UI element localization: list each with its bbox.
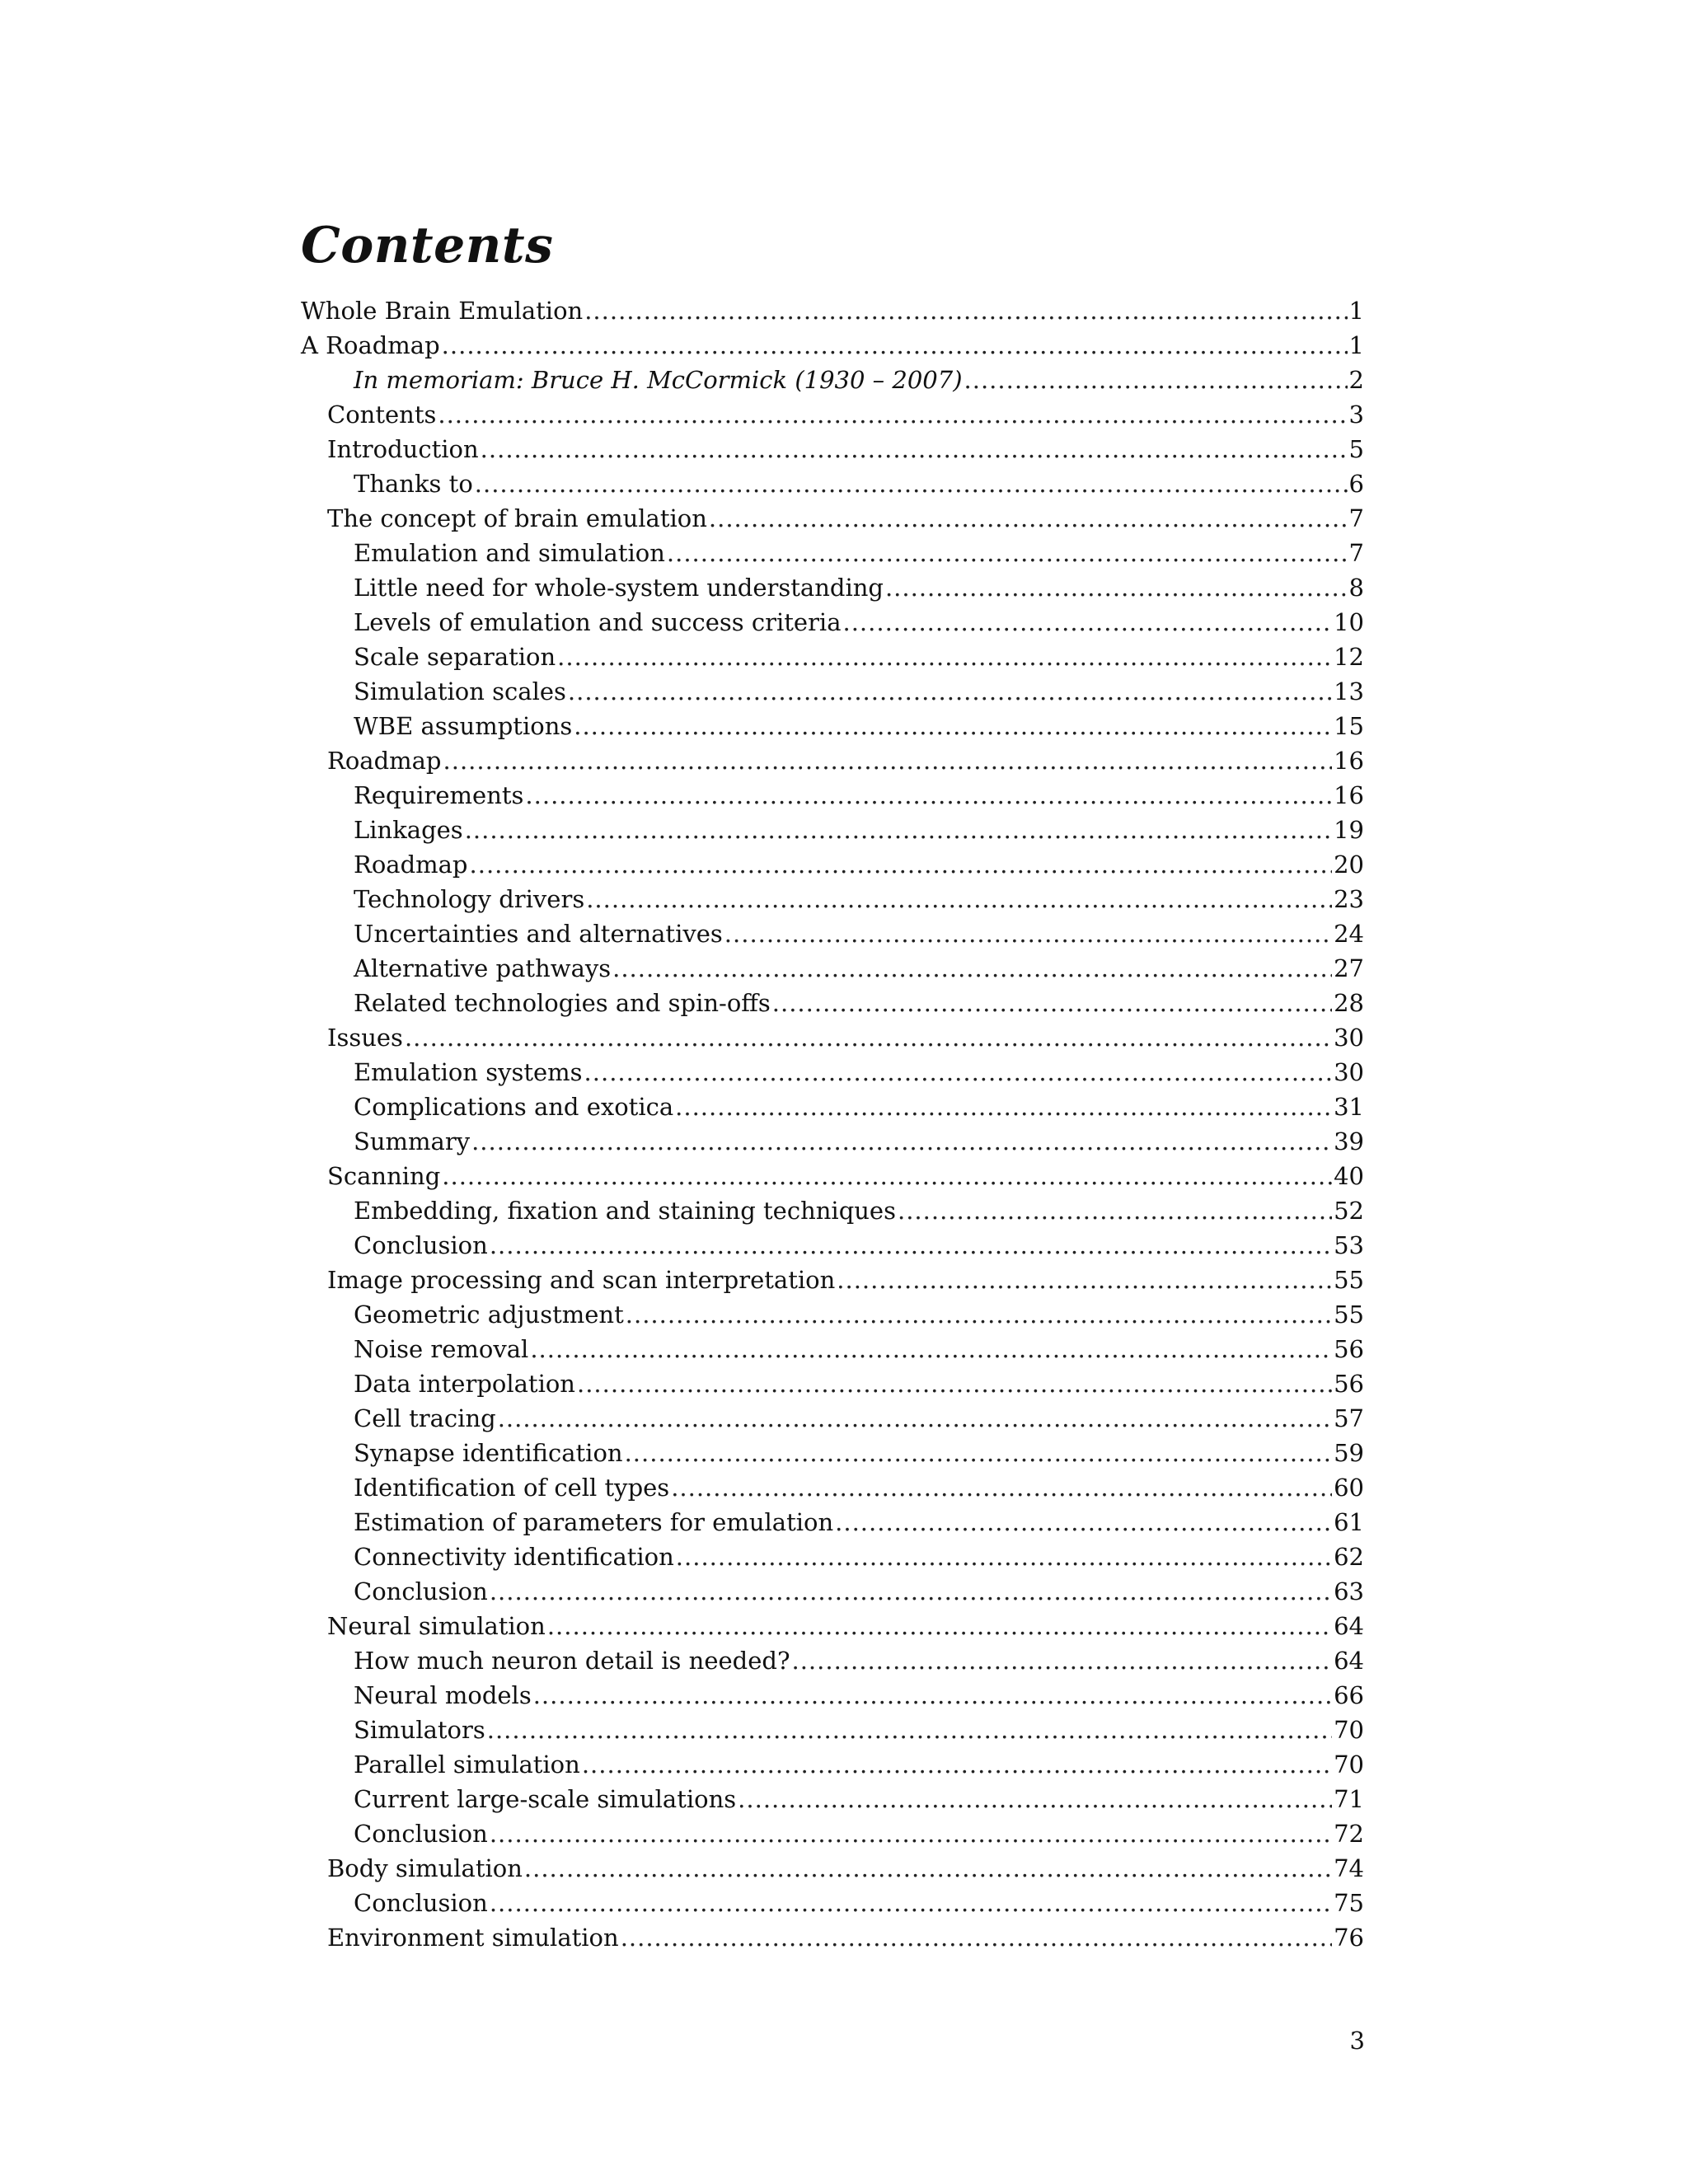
toc-entry-page: 64: [1334, 1647, 1364, 1675]
dot-leader: [443, 743, 1333, 778]
toc-entry-title: Conclusion: [354, 1231, 488, 1259]
toc-entry[interactable]: [301, 743, 1364, 778]
toc-entry-title: Levels of emulation and success criteria: [354, 608, 842, 636]
toc-entry[interactable]: [301, 778, 1364, 813]
toc-entry[interactable]: [301, 1090, 1364, 1124]
toc-entry-page: 1: [1348, 297, 1364, 325]
toc-entry[interactable]: [301, 1401, 1364, 1436]
toc-entry-title: Simulators: [354, 1716, 485, 1744]
toc-entry-title: Identification of cell types: [354, 1474, 670, 1502]
toc-entry-title: Thanks to: [354, 470, 473, 498]
dot-leader: [626, 1297, 1332, 1332]
toc-entry-page: 6: [1348, 470, 1364, 498]
dot-leader: [724, 916, 1332, 951]
dot-leader: [442, 1159, 1332, 1193]
toc-entry[interactable]: [301, 1332, 1364, 1366]
toc-entry[interactable]: [301, 709, 1364, 743]
toc-entry-page: 71: [1334, 1785, 1364, 1813]
toc-entry[interactable]: [301, 1851, 1364, 1886]
toc-entry[interactable]: [301, 501, 1364, 536]
toc-entry-page: 23: [1334, 885, 1364, 913]
toc-entry-title: Embedding, fixation and staining techniques: [354, 1197, 896, 1225]
page-title: Contents: [301, 217, 554, 274]
toc-entry-title: Parallel simulation: [354, 1750, 580, 1779]
toc-entry-page: 57: [1334, 1404, 1364, 1432]
toc-entry-page: 2: [1348, 366, 1364, 394]
toc-entry[interactable]: [301, 363, 1364, 397]
toc-entry-title: Requirements: [354, 781, 524, 809]
toc-entry-title: Scale separation: [354, 643, 556, 671]
toc-entry-title: Complications and exotica: [354, 1093, 674, 1121]
toc-entry[interactable]: [301, 1540, 1364, 1574]
dot-leader: [498, 1401, 1332, 1436]
dot-leader: [792, 1643, 1333, 1678]
toc-entry-title: Emulation and simulation: [354, 539, 665, 567]
toc-entry[interactable]: [301, 882, 1364, 916]
toc-entry-title: In memoriam: Bruce H. McCormick (1930 – 2007): [354, 366, 963, 394]
toc-entry[interactable]: [301, 1713, 1364, 1747]
toc-entry-title: Cell tracing: [354, 1404, 496, 1432]
page-number: 3: [1349, 2027, 1365, 2055]
dot-leader: [470, 847, 1333, 882]
toc-entry[interactable]: [301, 1020, 1364, 1055]
dot-leader: [557, 640, 1332, 674]
dot-leader: [438, 397, 1347, 432]
dot-leader: [465, 813, 1332, 847]
toc-entry[interactable]: [301, 1747, 1364, 1782]
toc-entry-title: Scanning: [327, 1162, 441, 1190]
toc-entry-page: 55: [1334, 1301, 1364, 1329]
toc-entry-title: Body simulation: [327, 1854, 523, 1882]
toc-entry-page: 27: [1334, 954, 1364, 982]
toc-entry-page: 60: [1334, 1474, 1364, 1502]
dot-leader: [835, 1505, 1332, 1540]
dot-leader: [898, 1193, 1332, 1228]
toc-entry-page: 5: [1348, 435, 1364, 463]
toc-entry-page: 15: [1334, 712, 1364, 740]
toc-entry-page: 75: [1334, 1889, 1364, 1917]
toc-entry-title: Conclusion: [354, 1577, 488, 1605]
dot-leader: [709, 501, 1348, 536]
toc-entry-title: WBE assumptions: [354, 712, 573, 740]
dot-leader: [738, 1782, 1332, 1816]
toc-entry-title: Image processing and scan interpretation: [327, 1266, 836, 1294]
toc-entry[interactable]: [301, 536, 1364, 570]
toc-entry-page: 10: [1334, 608, 1364, 636]
dot-leader: [612, 951, 1332, 986]
dot-leader: [671, 1470, 1332, 1505]
toc-entry[interactable]: [301, 397, 1364, 432]
toc-entry-page: 74: [1334, 1854, 1364, 1882]
toc-entry-title: Introduction: [327, 435, 479, 463]
toc-entry-title: Conclusion: [354, 1820, 488, 1848]
toc-entry[interactable]: [301, 916, 1364, 951]
toc-entry-title: The concept of brain emulation: [327, 504, 707, 532]
toc-entry-title: Noise removal: [354, 1335, 529, 1363]
toc-entry-page: 19: [1334, 816, 1364, 844]
toc-entry-title: Current large-scale simulations: [354, 1785, 737, 1813]
toc-entry[interactable]: [301, 1124, 1364, 1159]
toc-entry-title: Neural simulation: [327, 1612, 546, 1640]
dot-leader: [577, 1366, 1332, 1401]
toc-entry-page: 30: [1334, 1058, 1364, 1086]
dot-leader: [490, 1228, 1332, 1263]
dot-leader: [843, 605, 1333, 640]
toc-entry-title: Environment simulation: [327, 1924, 619, 1952]
toc-entry-title: A Roadmap: [301, 331, 440, 359]
toc-entry-title: Roadmap: [354, 851, 468, 879]
toc-entry[interactable]: [301, 1643, 1364, 1678]
table-of-contents: [301, 293, 1364, 1955]
toc-entry-page: 1: [1348, 331, 1364, 359]
toc-entry[interactable]: [301, 1470, 1364, 1505]
toc-entry-title: Little need for whole-system understanding: [354, 574, 884, 602]
toc-entry[interactable]: [301, 1263, 1364, 1297]
toc-entry[interactable]: [301, 466, 1364, 501]
toc-entry-page: 76: [1334, 1924, 1364, 1952]
toc-entry-title: Linkages: [354, 816, 463, 844]
dot-leader: [675, 1090, 1332, 1124]
dot-leader: [574, 709, 1332, 743]
toc-entry-page: 20: [1334, 851, 1364, 879]
toc-entry-title: Connectivity identification: [354, 1543, 674, 1571]
toc-entry[interactable]: [301, 1228, 1364, 1263]
toc-entry[interactable]: [301, 1193, 1364, 1228]
toc-entry-title: Neural models: [354, 1681, 532, 1709]
toc-entry-page: 72: [1334, 1820, 1364, 1848]
toc-entry[interactable]: [301, 1366, 1364, 1401]
toc-entry-title: Emulation systems: [354, 1058, 583, 1086]
toc-entry-title: Uncertainties and alternatives: [354, 920, 723, 948]
toc-entry-title: Technology drivers: [354, 885, 585, 913]
dot-leader: [475, 466, 1348, 501]
dot-leader: [524, 1851, 1332, 1886]
toc-entry-page: 16: [1334, 747, 1364, 775]
toc-entry-page: 52: [1334, 1197, 1364, 1225]
toc-entry-page: 31: [1334, 1093, 1364, 1121]
dot-leader: [487, 1713, 1332, 1747]
toc-entry-page: 28: [1334, 989, 1364, 1017]
dot-leader: [490, 1816, 1332, 1851]
toc-entry-title: Issues: [327, 1024, 403, 1052]
toc-entry-page: 12: [1334, 643, 1364, 671]
toc-entry-page: 59: [1334, 1439, 1364, 1467]
toc-entry-title: Geometric adjustment: [354, 1301, 624, 1329]
dot-leader: [964, 363, 1348, 397]
dot-leader: [533, 1678, 1332, 1713]
toc-entry-title: Estimation of parameters for emulation: [354, 1508, 834, 1536]
dot-leader: [584, 293, 1347, 328]
toc-entry[interactable]: [301, 1782, 1364, 1816]
dot-leader: [586, 882, 1332, 916]
toc-entry-page: 24: [1334, 920, 1364, 948]
dot-leader: [405, 1020, 1332, 1055]
toc-entry-page: 55: [1334, 1266, 1364, 1294]
toc-entry-page: 61: [1334, 1508, 1364, 1536]
dot-leader: [667, 536, 1348, 570]
dot-leader: [490, 1574, 1332, 1609]
dot-leader: [471, 1124, 1332, 1159]
toc-entry-page: 13: [1334, 677, 1364, 705]
toc-entry-page: 8: [1348, 574, 1364, 602]
toc-entry-page: 56: [1334, 1370, 1364, 1398]
dot-leader: [490, 1886, 1332, 1920]
toc-entry[interactable]: [301, 1505, 1364, 1540]
toc-entry[interactable]: [301, 1816, 1364, 1851]
toc-entry[interactable]: [301, 813, 1364, 847]
toc-entry-title: Data interpolation: [354, 1370, 575, 1398]
toc-entry-page: 63: [1334, 1577, 1364, 1605]
toc-entry[interactable]: [301, 293, 1364, 328]
toc-entry-page: 62: [1334, 1543, 1364, 1571]
dot-leader: [837, 1263, 1332, 1297]
dot-leader: [772, 986, 1332, 1020]
dot-leader: [582, 1747, 1332, 1782]
toc-entry-title: Synapse identification: [354, 1439, 623, 1467]
toc-entry[interactable]: [301, 986, 1364, 1020]
dot-leader: [547, 1609, 1332, 1643]
toc-entry-title: Summary: [354, 1127, 471, 1155]
toc-entry-page: 7: [1348, 504, 1364, 532]
toc-entry[interactable]: [301, 570, 1364, 605]
toc-entry[interactable]: [301, 640, 1364, 674]
toc-entry-page: 64: [1334, 1612, 1364, 1640]
toc-entry[interactable]: [301, 1609, 1364, 1643]
dot-leader: [621, 1920, 1332, 1955]
dot-leader: [568, 674, 1332, 709]
toc-entry[interactable]: [301, 1436, 1364, 1470]
toc-entry[interactable]: [301, 951, 1364, 986]
toc-entry-page: 30: [1334, 1024, 1364, 1052]
toc-entry[interactable]: [301, 674, 1364, 709]
toc-entry[interactable]: [301, 605, 1364, 640]
toc-entry-title: Roadmap: [327, 747, 442, 775]
toc-entry[interactable]: [301, 1678, 1364, 1713]
toc-entry-title: Simulation scales: [354, 677, 566, 705]
toc-entry[interactable]: [301, 1886, 1364, 1920]
toc-entry-page: 16: [1334, 781, 1364, 809]
dot-leader: [442, 328, 1348, 363]
toc-entry-page: 56: [1334, 1335, 1364, 1363]
toc-entry[interactable]: [301, 1297, 1364, 1332]
dot-leader: [676, 1540, 1332, 1574]
dot-leader: [481, 432, 1348, 466]
toc-entry-page: 40: [1334, 1162, 1364, 1190]
toc-entry[interactable]: [301, 1055, 1364, 1090]
toc-entry[interactable]: [301, 1920, 1364, 1955]
toc-entry-title: How much neuron detail is needed?: [354, 1647, 790, 1675]
toc-entry-title: Conclusion: [354, 1889, 488, 1917]
toc-entry[interactable]: [301, 432, 1364, 466]
toc-entry-title: Whole Brain Emulation: [301, 297, 584, 325]
toc-entry-page: 53: [1334, 1231, 1364, 1259]
toc-entry-title: Contents: [327, 401, 437, 429]
dot-leader: [525, 778, 1332, 813]
dot-leader: [584, 1055, 1333, 1090]
toc-entry-page: 39: [1334, 1127, 1364, 1155]
toc-entry-page: 3: [1348, 401, 1364, 429]
toc-entry-page: 70: [1334, 1716, 1364, 1744]
dot-leader: [625, 1436, 1333, 1470]
toc-entry[interactable]: [301, 1574, 1364, 1609]
toc-entry-title: Alternative pathways: [354, 954, 612, 982]
toc-entry-page: 70: [1334, 1750, 1364, 1779]
toc-entry-page: 7: [1348, 539, 1364, 567]
dot-leader: [530, 1332, 1332, 1366]
toc-entry[interactable]: [301, 1159, 1364, 1193]
toc-entry[interactable]: [301, 847, 1364, 882]
toc-entry-title: Related technologies and spin-offs: [354, 989, 771, 1017]
toc-entry-page: 66: [1334, 1681, 1364, 1709]
dot-leader: [885, 570, 1348, 605]
toc-entry[interactable]: [301, 328, 1364, 363]
